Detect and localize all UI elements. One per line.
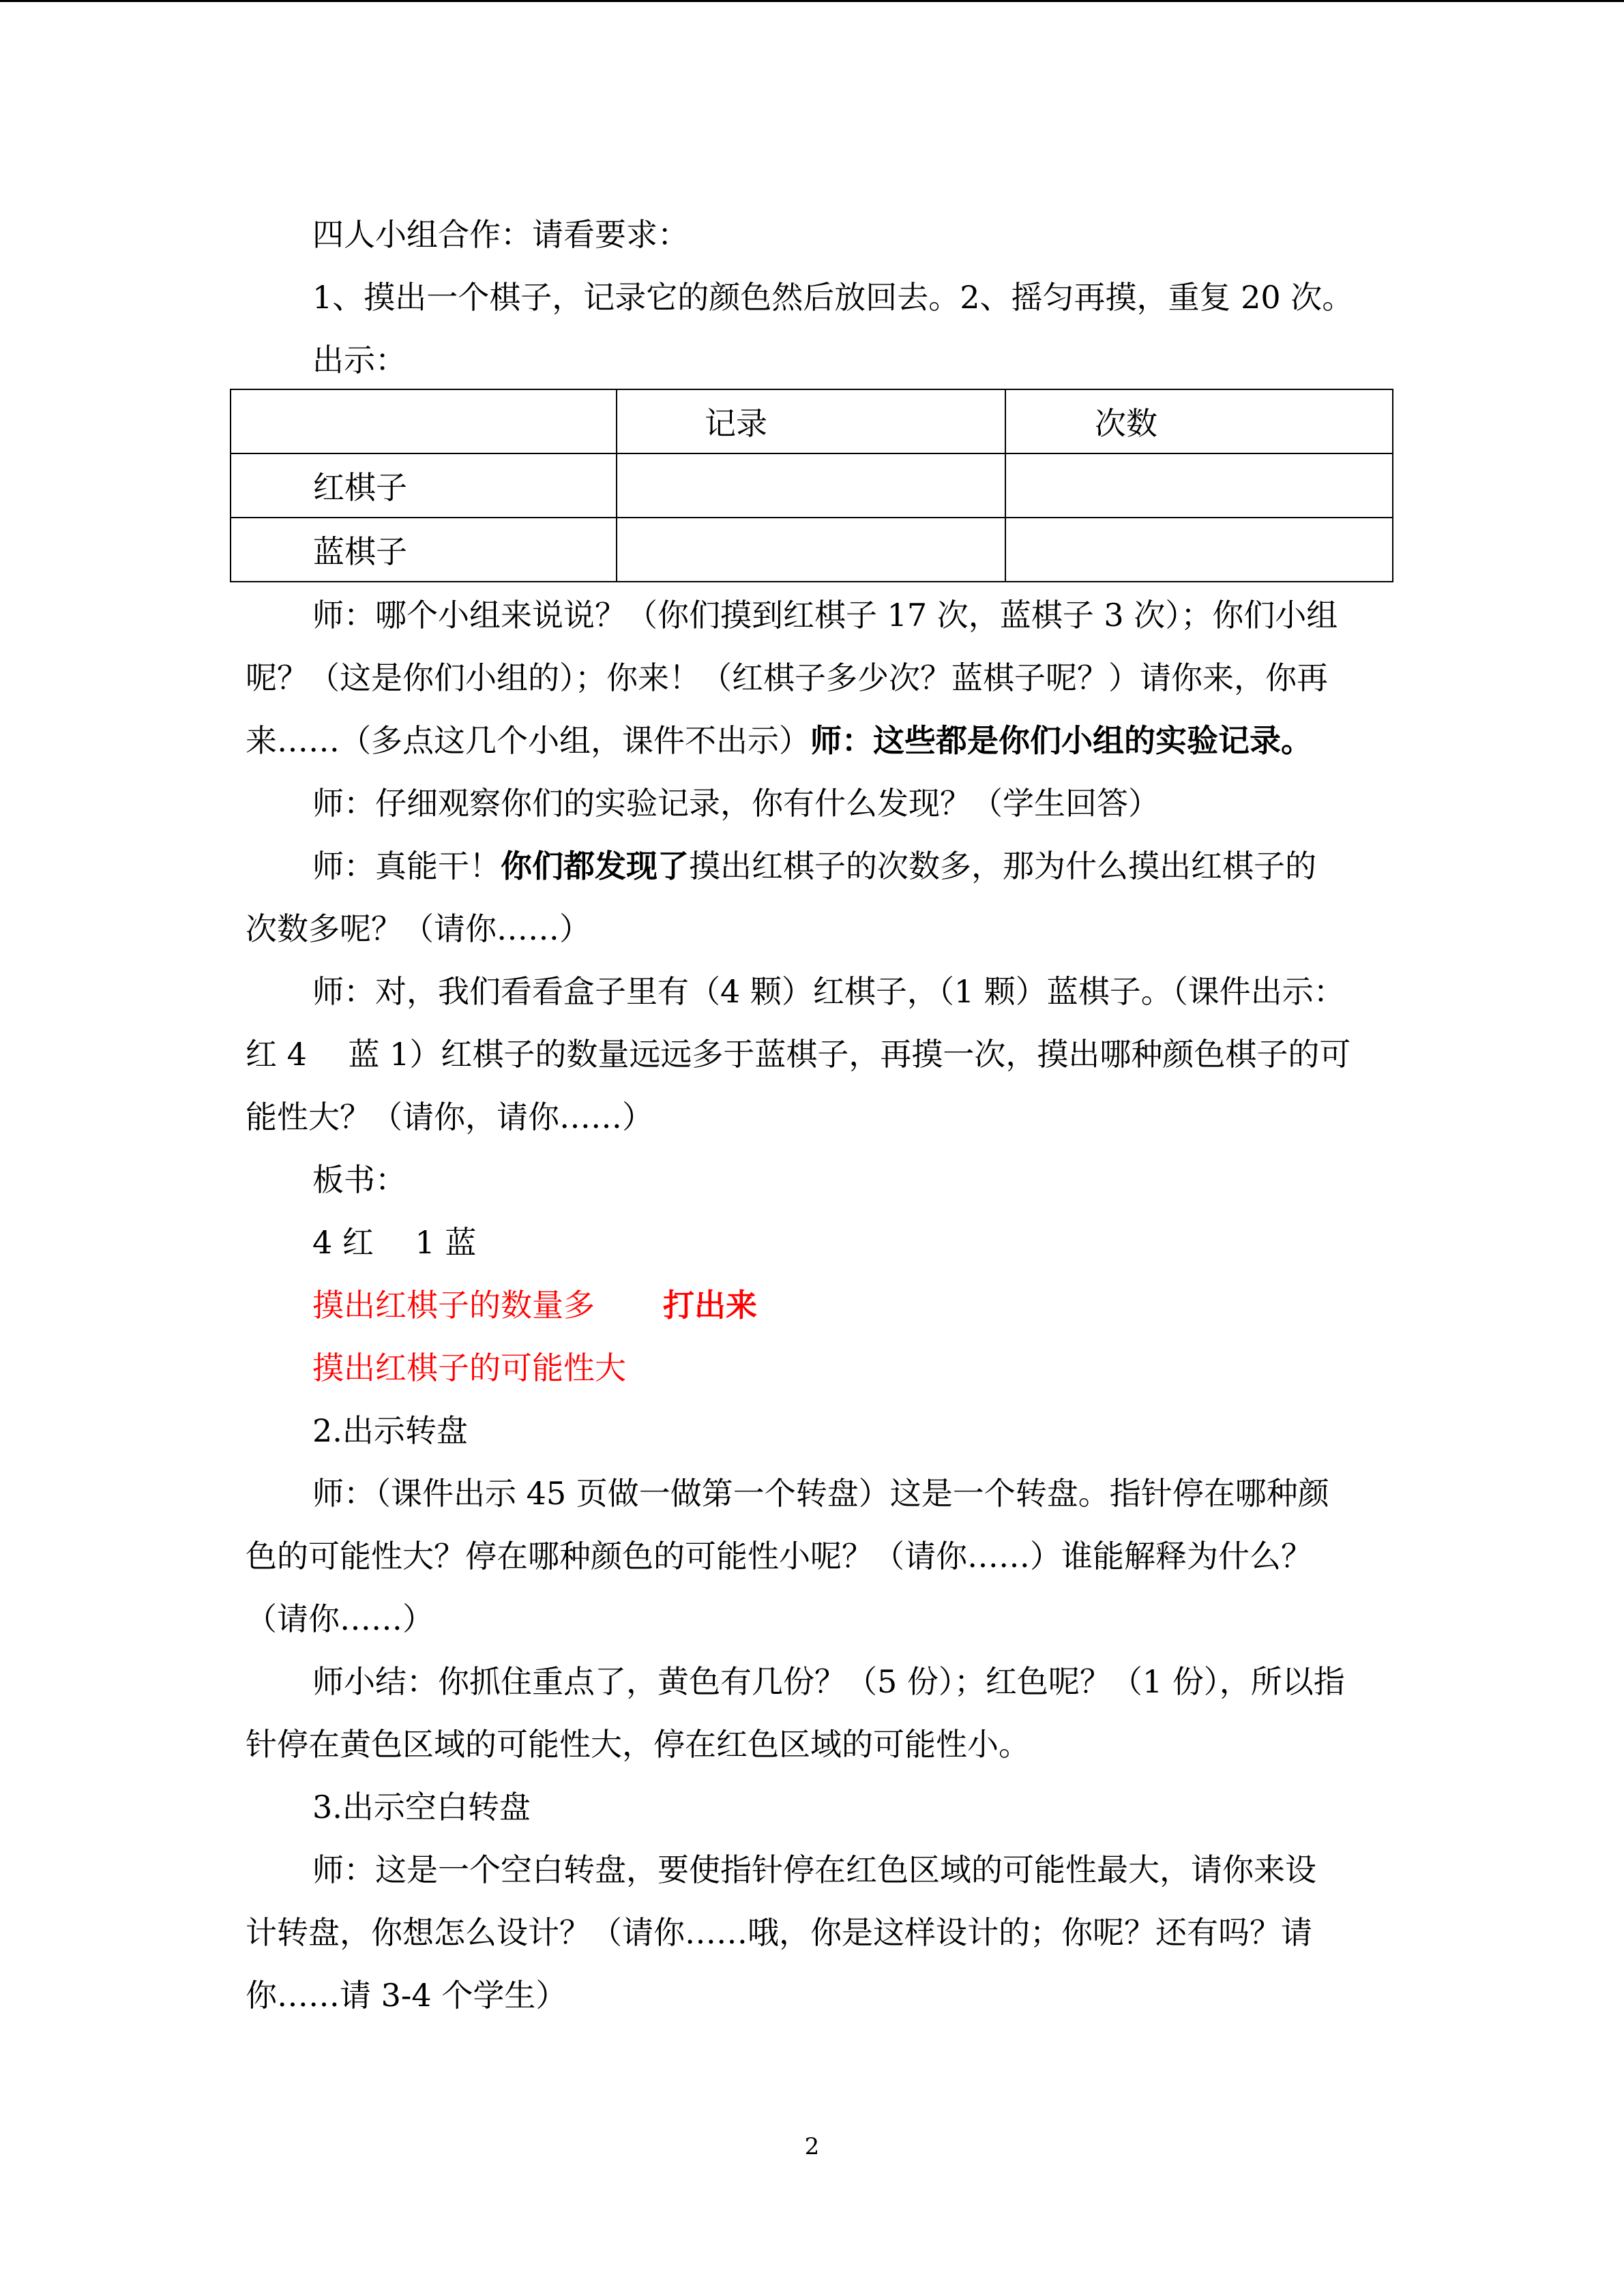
red-board-line: 摸出红棋子的可能性大 [312, 1350, 626, 1386]
intro-line-1: 四人小组合作：请看要求： [312, 216, 689, 253]
body-section [246, 584, 1391, 2027]
table-header-cell [231, 389, 617, 453]
board-line: 4 红 1 蓝 [312, 1224, 477, 1261]
paragraph-line: 针停在黄色区域的可能性大，停在红色区域的可能性小。 [246, 1726, 1030, 1763]
table-row-label: 蓝棋子 [231, 518, 617, 582]
table-header-row [231, 389, 1393, 453]
paragraph-line: 计转盘，你想怎么设计？（请你……哦，你是这样设计的；你呢？还有吗？请 [246, 1914, 1312, 1951]
paragraph-line: 师：仔细观察你们的实验记录，你有什么发现？（学生回答） [312, 785, 1160, 822]
paragraph-line [246, 835, 1391, 897]
table-cell-count [1005, 453, 1393, 518]
paragraph-line: 能性大？（请你，请你……） [246, 1099, 653, 1135]
red-text: 摸出红棋子的数量多 [312, 1287, 595, 1324]
top-border-line [0, 0, 1624, 2]
table-cell-count [1005, 518, 1393, 582]
paragraph-line: 师：这是一个空白转盘，要使指针停在红色区域的可能性最大，请你来设 [312, 1851, 1316, 1888]
intro-line-2: 1、摸出一个棋子，记录它的颜色然后放回去。2、摇匀再摸，重复 20 次。 [312, 279, 1354, 316]
paragraph-line: （请你……） [246, 1600, 434, 1637]
red-board-line [246, 1274, 1391, 1337]
table-cell-record [617, 453, 1005, 518]
table-row [231, 518, 1393, 582]
paragraph-line: 呢？（这是你们小组的）；你来！（红棋子多少次？蓝棋子呢？）请你来，你再 [246, 659, 1328, 696]
table-header-cell: 记录 [617, 389, 1005, 453]
paragraph-line: 你……请 3-4 个学生） [246, 1977, 567, 2014]
paragraph-text: 摸出红棋子的次数多，那为什么摸出红棋子的 [689, 848, 1316, 884]
paragraph-line: 红 4 蓝 1）红棋子的数量远远多于蓝棋子，再摸一次，摸出哪种颜色棋子的可 [246, 1036, 1351, 1073]
paragraph-line: 师：哪个小组来说说？（你们摸到红棋子 17 次，蓝棋子 3 次）；你们小组 [312, 597, 1338, 633]
paragraph-line [246, 709, 1391, 772]
paragraph-line: 次数多呢？（请你……） [246, 910, 591, 947]
paragraph-text: 师：真能干！ [312, 848, 501, 884]
intro-line-3: 出示： [312, 342, 407, 378]
table-header-cell: 次数 [1005, 389, 1393, 453]
board-label: 板书： [312, 1161, 407, 1198]
bold-text: 师：这些都是你们小组的实验记录。 [810, 722, 1312, 759]
red-bold-text: 打出来 [663, 1287, 757, 1324]
section-title: 2.出示转盘 [312, 1412, 468, 1449]
table-row [231, 453, 1393, 518]
table-row-label: 红棋子 [231, 453, 617, 518]
page-number: 2 [804, 2133, 820, 2160]
intro-section [246, 203, 1391, 391]
paragraph-line: 师小结：你抓住重点了，黄色有几份？（5 份）；红色呢？（1 份），所以指 [312, 1663, 1345, 1700]
paragraph-line: 色的可能性大？停在哪种颜色的可能性小呢？（请你……）谁能解释为什么？ [246, 1538, 1312, 1575]
paragraph-line: 师：（课件出示 45 页做一做第一个转盘）这是一个转盘。指针停在哪种颜 [312, 1475, 1329, 1512]
paragraph-text: 来……（多点这几个小组，课件不出示） [246, 722, 810, 759]
paragraph-line: 师：对，我们看看盒子里有（4 颗）红棋子，（1 颗）蓝棋子。（课件出示： [312, 973, 1345, 1010]
table-cell-record [617, 518, 1005, 582]
record-table [230, 389, 1393, 582]
section-title: 3.出示空白转盘 [312, 1789, 531, 1825]
bold-text: 你们都发现了 [501, 848, 689, 884]
